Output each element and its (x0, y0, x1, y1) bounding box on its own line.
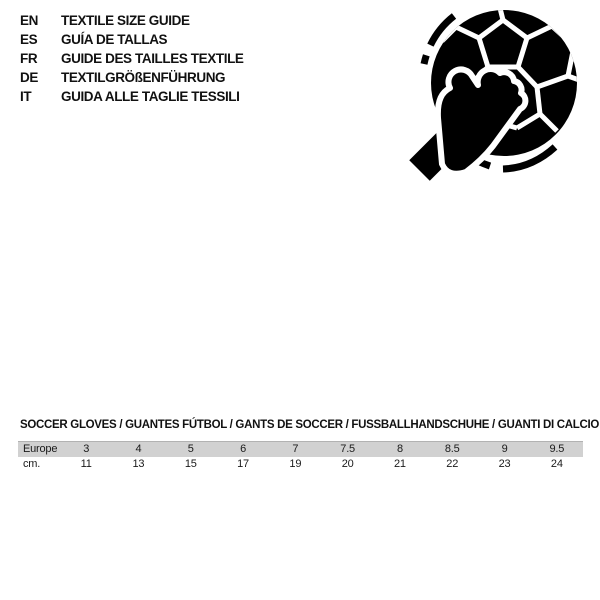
lang-label: GUIDA ALLE TAGLIE TESSILI (61, 89, 240, 104)
size-cell: 4 (135, 443, 142, 455)
size-cell: 7 (292, 443, 299, 455)
table-row-europe (18, 442, 583, 458)
size-cell: 21 (394, 458, 406, 470)
size-table (18, 441, 583, 472)
size-cell: 7.5 (340, 443, 355, 455)
size-cell: 17 (237, 458, 249, 470)
size-cell: 15 (184, 458, 197, 470)
size-cell: 11 (80, 458, 92, 470)
goalkeeper-glove-ball-icon (400, 0, 600, 195)
size-cell: 3 (83, 443, 90, 455)
lang-code: ES (20, 32, 38, 47)
size-cell: 20 (341, 458, 354, 470)
lang-label: TEXTILGRÖßENFÜHRUNG (61, 70, 226, 85)
size-cell: 24 (550, 458, 563, 470)
size-cell: 8.5 (444, 443, 460, 455)
lang-row-de (20, 68, 244, 87)
lang-label: TEXTILE SIZE GUIDE (61, 13, 190, 28)
lang-row-it (20, 87, 244, 106)
size-cell: 9 (501, 443, 508, 455)
size-cell: 22 (446, 458, 459, 470)
lang-code: DE (20, 70, 38, 85)
size-cell: 13 (132, 458, 145, 470)
row-label: cm. (23, 458, 41, 470)
size-cell: 9.5 (549, 443, 565, 455)
lang-code: EN (20, 13, 38, 28)
lang-row-es (20, 30, 244, 49)
lang-row-fr (20, 49, 244, 68)
table-row-cm (18, 457, 583, 472)
row-label: Europe (23, 443, 58, 455)
language-title-list (20, 11, 244, 106)
size-cell: 8 (396, 443, 403, 455)
lang-code: IT (20, 89, 32, 104)
lang-label: GUÍA DE TALLAS (61, 32, 168, 47)
size-cell: 6 (240, 443, 246, 455)
lang-row-en (20, 11, 244, 30)
goalkeeper-glove-ball-svg (400, 0, 600, 195)
size-cell: 19 (289, 458, 302, 470)
lang-label: GUIDE DES TAILLES TEXTILE (61, 51, 244, 66)
lang-code: FR (20, 51, 38, 66)
size-table-title: SOCCER GLOVES / GUANTES FÚTBOL / GANTS DE SOCCER / FUSSBALLHANDSCHUHE / GUANTI DI CALCIO (20, 419, 600, 431)
size-cell: 23 (498, 458, 511, 470)
size-cell: 5 (187, 443, 194, 455)
